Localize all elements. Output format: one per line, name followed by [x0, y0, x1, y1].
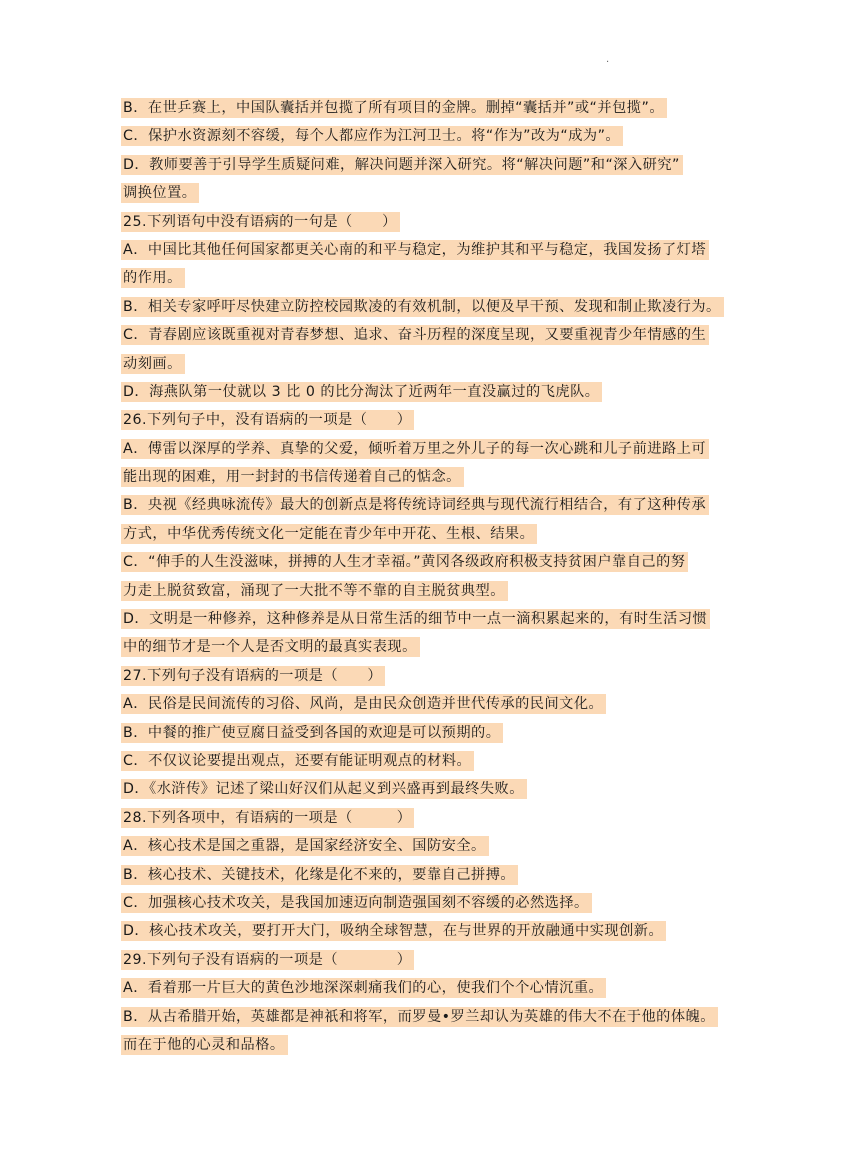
- text-line: [121, 804, 741, 832]
- header-mark: .: [606, 54, 610, 65]
- highlighted-text: 27.下列句子没有语病的一项是（ ）: [121, 666, 385, 686]
- highlighted-text: 调换位置。: [121, 183, 199, 203]
- highlighted-text: D．文明是一种修养，这种修养是从日常生活的细节中一点一滴积累起来的，有时生活习惯: [121, 609, 710, 629]
- text-line: [121, 378, 741, 406]
- highlighted-text: 25.下列语句中没有语病的一句是（ ）: [121, 212, 400, 232]
- highlighted-text: 而在于他的心灵和品格。: [121, 1035, 288, 1055]
- highlighted-text: A．看着那一片巨大的黄色沙地深深刺痛我们的心，使我们个个心情沉重。: [121, 978, 606, 998]
- highlighted-text: B．在世乒赛上，中国队囊括并包揽了所有项目的金牌。删掉“囊括并”或“并包揽”。: [121, 98, 667, 118]
- text-line: [121, 861, 741, 889]
- text-line: [121, 1003, 741, 1031]
- highlighted-text: C．加强核心技术攻关，是我国加速迈向制造强国刻不容缓的必然选择。: [121, 893, 592, 913]
- highlighted-text: 力走上脱贫致富，涌现了一大批不等不靠的自主脱贫典型。: [121, 581, 508, 601]
- highlighted-text: D．《水浒传》记述了梁山好汉们从起义到兴盛再到最终失败。: [121, 779, 527, 799]
- text-line: [121, 719, 741, 747]
- highlighted-text: 的作用。: [121, 268, 185, 288]
- highlighted-text: 中的细节才是一个人是否文明的最真实表现。: [121, 637, 420, 657]
- text-line: [121, 747, 741, 775]
- highlighted-text: D．核心技术攻关，要打开大门，吸纳全球智慧，在与世界的开放融通中实现创新。: [121, 921, 666, 941]
- text-line: [121, 264, 741, 292]
- highlighted-text: C．不仅议论要提出观点，还要有能证明观点的材料。: [121, 751, 474, 771]
- text-line: [121, 94, 741, 122]
- highlighted-text: 方式，中华优秀传统文化一定能在青少年中开花、生根、结果。: [121, 524, 537, 544]
- text-line: [121, 321, 741, 349]
- highlighted-text: C．“伸手的人生没滋味，拼搏的人生才幸福。”黄冈各级政府积极支持贫困户靠自己的努: [121, 552, 688, 572]
- highlighted-text: A．中国比其他任何国家都更关心南的和平与稳定，为维护其和平与稳定，我国发扬了灯塔: [121, 240, 709, 260]
- highlighted-text: D．教师要善于引导学生质疑问难，解决问题并深入研究。将“解决问题”和“深入研究”: [121, 155, 683, 175]
- text-line: [121, 1031, 741, 1059]
- highlighted-text: C．青春剧应该既重视对青春梦想、追求、奋斗历程的深度呈现，又要重视青少年情感的生: [121, 325, 709, 345]
- highlighted-text: 能出现的困难，用一封封的书信传递着自己的惦念。: [121, 467, 464, 487]
- text-line: [121, 690, 741, 718]
- text-line: [121, 350, 741, 378]
- text-line: [121, 832, 741, 860]
- highlighted-text: A．傅雷以深厚的学养、真挚的父爱，倾听着万里之外儿子的每一次心跳和儿子前进路上可: [121, 439, 709, 459]
- text-line: [121, 236, 741, 264]
- highlighted-text: 26.下列句子中，没有语病的一项是（ ）: [121, 410, 414, 430]
- text-line: [121, 406, 741, 434]
- text-line: [121, 548, 741, 576]
- text-line: [121, 946, 741, 974]
- highlighted-text: 28.下列各项中，有语病的一项是（ ）: [121, 808, 414, 828]
- text-line: [121, 122, 741, 150]
- highlighted-text: C．保护水资源刻不容缓，每个人都应作为江河卫士。将“作为”改为“成为”。: [121, 126, 623, 146]
- text-line: [121, 974, 741, 1002]
- text-line: [121, 662, 741, 690]
- highlighted-text: B．中餐的推广使豆腐日益受到各国的欢迎是可以预期的。: [121, 723, 503, 743]
- highlighted-text: B．相关专家呼吁尽快建立防控校园欺凌的有效机制，以便及早干预、发现和制止欺凌行为。: [121, 297, 724, 317]
- text-line: [121, 577, 741, 605]
- text-line: [121, 179, 741, 207]
- highlighted-text: A．核心技术是国之重器，是国家经济安全、国防安全。: [121, 836, 489, 856]
- text-line: [121, 633, 741, 661]
- highlighted-text: 29.下列句子没有语病的一项是（ ）: [121, 950, 414, 970]
- text-line: [121, 151, 741, 179]
- highlighted-text: 动刻画。: [121, 354, 185, 374]
- text-line: [121, 889, 741, 917]
- text-line: [121, 775, 741, 803]
- text-line: [121, 917, 741, 945]
- text-line: [121, 293, 741, 321]
- highlighted-text: D．海燕队第一仗就以 3 比 0 的比分淘汰了近两年一直没赢过的飞虎队。: [121, 382, 602, 402]
- highlighted-text: B．从古希腊开始，英雄都是神祇和将军，而罗曼•罗兰却认为英雄的伟大不在于他的体魄。: [121, 1007, 718, 1027]
- text-line: [121, 520, 741, 548]
- text-line: [121, 463, 741, 491]
- highlighted-text: A．民俗是民间流传的习俗、风尚，是由民众创造并世代传承的民间文化。: [121, 694, 606, 714]
- text-line: [121, 208, 741, 236]
- text-line: [121, 491, 741, 519]
- highlighted-text: B．央视《经典咏流传》最大的创新点是将传统诗词经典与现代流行相结合，有了这种传承: [121, 495, 709, 515]
- highlighted-text: B．核心技术、关键技术，化缘是化不来的，要靠自己拼搏。: [121, 865, 518, 885]
- document-body: [121, 94, 741, 1059]
- text-line: [121, 435, 741, 463]
- text-line: [121, 605, 741, 633]
